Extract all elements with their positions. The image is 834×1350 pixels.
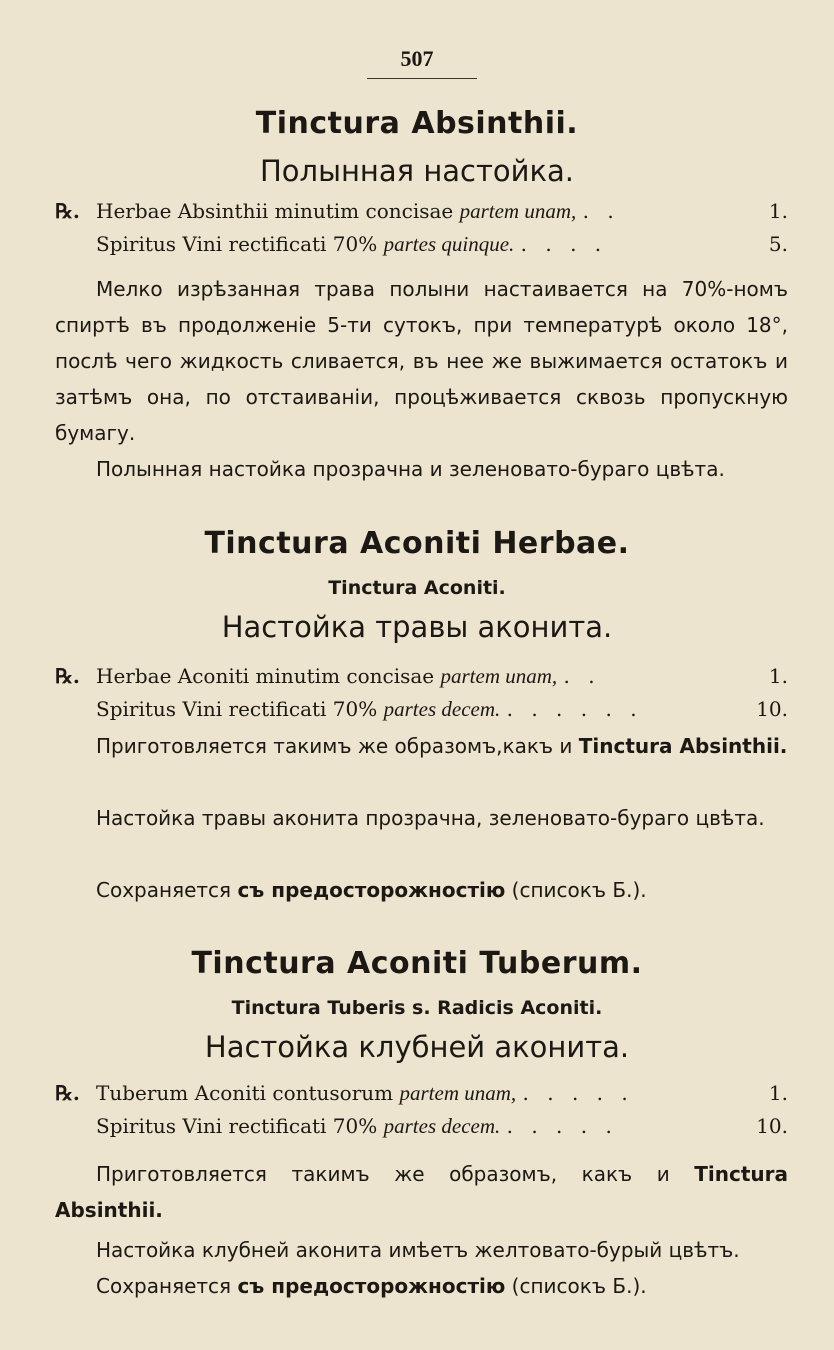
leader-dots: . . . . . .	[506, 697, 643, 721]
ingredient-name: Herbae Aconiti minutim concisae	[96, 664, 435, 688]
page-number-rule	[367, 78, 477, 79]
ingredient-name: Spiritus Vini rectificati 70%	[96, 1114, 378, 1138]
ingredient-amount: partes decem.	[383, 697, 501, 721]
ingredient-name: Spiritus Vini rectificati 70%	[96, 697, 378, 721]
ingredient-amount: partem unam,	[399, 1081, 517, 1105]
ingredient-quantity: 1.	[768, 199, 788, 223]
section-subtitle-latin: Tinctura Tuberis s. Radicis Aconiti.	[231, 997, 603, 1019]
ingredient-quantity: 10.	[756, 697, 788, 721]
paragraph-preparation: Приготовляется такимъ же образомъ, какъ и Tinctura Absinthii.	[55, 1162, 788, 1222]
leader-dots: . . . . .	[506, 1114, 618, 1138]
ingredient-quantity: 10.	[756, 1114, 788, 1138]
recipe-line	[0, 693, 834, 726]
ingredient-name: Spiritus Vini rectificati 70%	[96, 232, 378, 256]
ingredient-quantity: 1.	[768, 664, 788, 688]
section-title-latin: Tinctura Absinthii.	[255, 106, 579, 141]
paragraph-description: Настойка клубней аконита имѣетъ желтовато-бурый цвѣтъ.	[96, 1238, 740, 1262]
paragraph-storage: Сохраняется съ предосторожностію (списокъ Б.).	[96, 878, 647, 902]
recipe-line	[0, 195, 834, 228]
recipe-line	[0, 1110, 834, 1143]
ingredient-amount: partem unam,	[459, 199, 577, 223]
recipe-line	[0, 228, 834, 261]
recipe-line	[0, 660, 834, 693]
recipe-aconiti-tuberum	[0, 1077, 834, 1143]
section-absinthii	[0, 104, 834, 190]
ingredient-amount: partes quinque.	[383, 232, 515, 256]
cross-reference: Tinctura Absinthii.	[55, 1162, 788, 1222]
paragraph-storage: Сохраняется съ предосторожностію (списокъ Б.).	[96, 1274, 647, 1298]
ingredient-quantity: 5.	[768, 232, 788, 256]
ingredient-name: Herbae Absinthii minutim concisae	[96, 199, 454, 223]
paragraph-description: Полынная настойка прозрачна и зеленовато-бураго цвѣта.	[96, 457, 725, 481]
paragraph-preparation: Мелко изрѣзанная трава полыни настаивается на 70%-номъ спиртѣ въ продолженіе 5-ти сутокъ, при температурѣ около 18°, послѣ чего жидкость сливается, въ нее же выжимается остатокъ и затѣмъ она, по отстаиваніи, процѣживается сквозь пропускную бумагу.	[55, 277, 788, 445]
ingredient-amount: partes decem.	[383, 1114, 501, 1138]
recipe-line	[0, 1077, 834, 1110]
section-title-russian: Настойка клубней аконита.	[204, 1030, 630, 1064]
leader-dots: . .	[582, 199, 620, 223]
leader-dots: . .	[563, 664, 601, 688]
recipe-aconiti-herbae	[0, 660, 834, 726]
section-title-latin: Tinctura Aconiti Tuberum.	[191, 946, 643, 981]
recipe-symbol: ℞.	[55, 664, 80, 688]
recipe-symbol: ℞.	[55, 1081, 80, 1105]
section-subtitle-latin: Tinctura Aconiti.	[328, 577, 506, 599]
paragraph-preparation: Приготовляется такимъ же образомъ,какъ и Tinctura Absinthii.	[96, 734, 788, 758]
section-title-latin: Tinctura Aconiti Herbae.	[204, 526, 630, 561]
caution-note: съ предосторожностію	[237, 1274, 506, 1298]
paragraph-description: Настойка травы аконита прозрачна, зеленовато-бураго цвѣта.	[96, 806, 765, 830]
ingredient-amount: partem unam,	[440, 664, 558, 688]
caution-note: съ предосторожностію	[237, 878, 506, 902]
page-number: 507	[400, 46, 434, 71]
cross-reference: Tinctura Absinthii.	[578, 734, 788, 758]
section-title-russian: Настойка травы аконита.	[221, 610, 613, 644]
section-title-russian: Полынная настойка.	[259, 154, 574, 188]
ingredient-name: Tuberum Aconiti contusorum	[96, 1081, 394, 1105]
section-aconiti-herbae	[0, 524, 834, 646]
recipe-symbol: ℞.	[55, 199, 80, 223]
section-aconiti-tuberum	[0, 944, 834, 1066]
leader-dots: . . . .	[520, 232, 608, 256]
ingredient-quantity: 1.	[768, 1081, 788, 1105]
recipe-absinthii	[0, 195, 834, 261]
leader-dots: . . . . .	[522, 1081, 634, 1105]
